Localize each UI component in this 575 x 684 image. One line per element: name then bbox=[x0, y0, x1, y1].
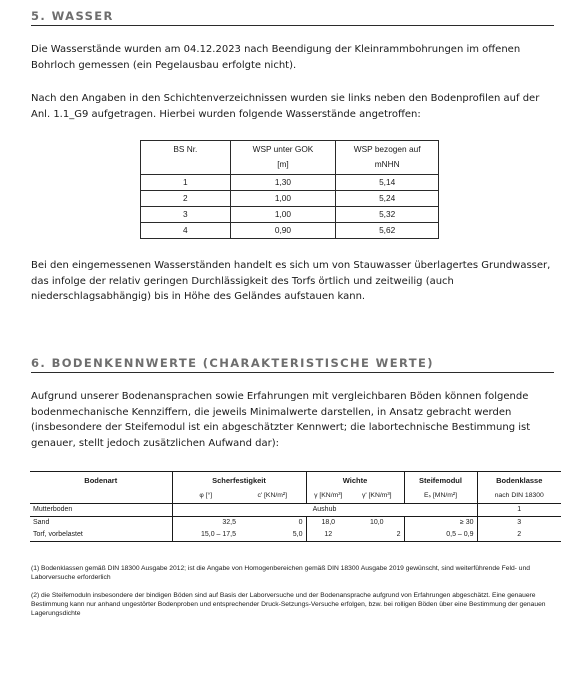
soil-table-header-din: nach DIN 18300 bbox=[477, 489, 561, 504]
soil-table-header-es: Eₛ [MN/m²] bbox=[404, 489, 477, 504]
soil-table-header-steifemodul: Steifemodul bbox=[404, 472, 477, 490]
soil-table-header-c: c' [KN/m²] bbox=[239, 489, 306, 504]
table-row: Sand 32,5 0 18,0 10,0 ≥ 30 3 bbox=[30, 517, 561, 530]
paragraph-schichtenverzeichnisse: Nach den Angaben in den Schichtenverzeichnissen wurden sie links neben den Bodenprofilen auf der Anl. 1.1_G9 aufgetragen. Hierbei wurden folgende Wasserstände angetroffen: bbox=[31, 93, 540, 120]
footnote-steifemoduln: (2) die Steifemoduln insbesondere der bindigen Böden sind auf Basis der Laborversuche und der Bodenansprache aufgrund von Erfahrungen abgeschätzt. Eine genauere Bestimmung kann nur anhand ungestörter Bodenproben und entsprechender Druck-Setzungs-Versuche erfolgen, bzw. bei rolligen Böden über eine Bestimmung der genauen Lagerungsdichte bbox=[31, 592, 546, 617]
soil-table-header-wichte: Wichte bbox=[306, 472, 404, 490]
soil-table-header-phi: φ [°] bbox=[172, 489, 239, 504]
table-row: Torf, vorbelastet 15,0 – 17,5 5,0 12 2 0,5 – 0,9 2 bbox=[30, 529, 561, 542]
water-table-header-wsp-nhn: WSP bezogen auf mNHN bbox=[336, 141, 439, 175]
table-row: 2 1,00 5,24 bbox=[141, 191, 439, 207]
table-row: 3 1,00 5,32 bbox=[141, 207, 439, 223]
water-table-header-row bbox=[141, 141, 439, 175]
soil-parameters-table bbox=[30, 471, 561, 542]
soil-table-header-gamma: γ [KN/m³] bbox=[306, 489, 350, 504]
water-table-header-bs: BS Nr. bbox=[141, 141, 231, 175]
footnote-bodenklassen: (1) Bodenklassen gemäß DIN 18300 Ausgabe 2012; ist die Angabe von Homogenbereichen gemäß DIN 18300 Ausgabe 2019 gewünscht, sind weiterführende Feld- und Laborversuche erforderlich bbox=[31, 565, 530, 581]
table-row: 1 1,30 5,14 bbox=[141, 175, 439, 191]
table-row: Mutterboden Aushub 1 bbox=[30, 504, 561, 517]
soil-table-header-gamma-prime: γ' [KN/m³] bbox=[350, 489, 404, 504]
paragraph-wasser-messung: Die Wasserstände wurden am 04.12.2023 nach Beendigung der Kleinrammbohrungen im offenen Bohrloch gemessen (ein Pegelausbau erfolgte nicht). bbox=[31, 44, 521, 71]
table-row: 4 0,90 5,62 bbox=[141, 223, 439, 239]
section-heading-wasser: 5. WASSER bbox=[31, 9, 554, 26]
water-level-table bbox=[140, 140, 439, 239]
soil-table-merged-aushub: Aushub bbox=[172, 504, 477, 517]
section-heading-bodenkennwerte: 6. BODENKENNWERTE (CHARAKTERISTISCHE WERTE) bbox=[31, 356, 554, 373]
soil-table-header-bodenklasse: Bodenklasse bbox=[477, 472, 561, 490]
water-table-header-wsp-gok: WSP unter GOK [m] bbox=[230, 141, 336, 175]
soil-table-group-header-row bbox=[30, 472, 561, 490]
soil-table-header-scherfestigkeit: Scherfestigkeit bbox=[172, 472, 306, 490]
soil-table-header-bodenart: Bodenart bbox=[30, 472, 172, 490]
paragraph-bodenansprachen: Aufgrund unserer Bodenansprachen sowie Erfahrungen mit vergleichbaren Böden können folgende bodenmechanische Kennziffern, die jeweils Minimalwerte darstellen, in Ansatz gebracht werden (insbesondere der Steifemodul ist ein abgeschätzter Kennwert; die labortechnische Bestimmung ist genauer, stellt jedoch zusätzlichen Aufwand dar): bbox=[31, 391, 531, 449]
paragraph-stauwasser: Bei den eingemessenen Wasserständen handelt es sich um von Stauwasser überlagertes Grundwasser, das infolge der relativ geringen Durchlässigkeit des Torfs örtlich und zeitweilig (auch niederschlagsabhängig) bis in Höhe des Geländes aufstauen kann. bbox=[31, 260, 551, 302]
soil-table-sub-header-row bbox=[30, 489, 561, 504]
